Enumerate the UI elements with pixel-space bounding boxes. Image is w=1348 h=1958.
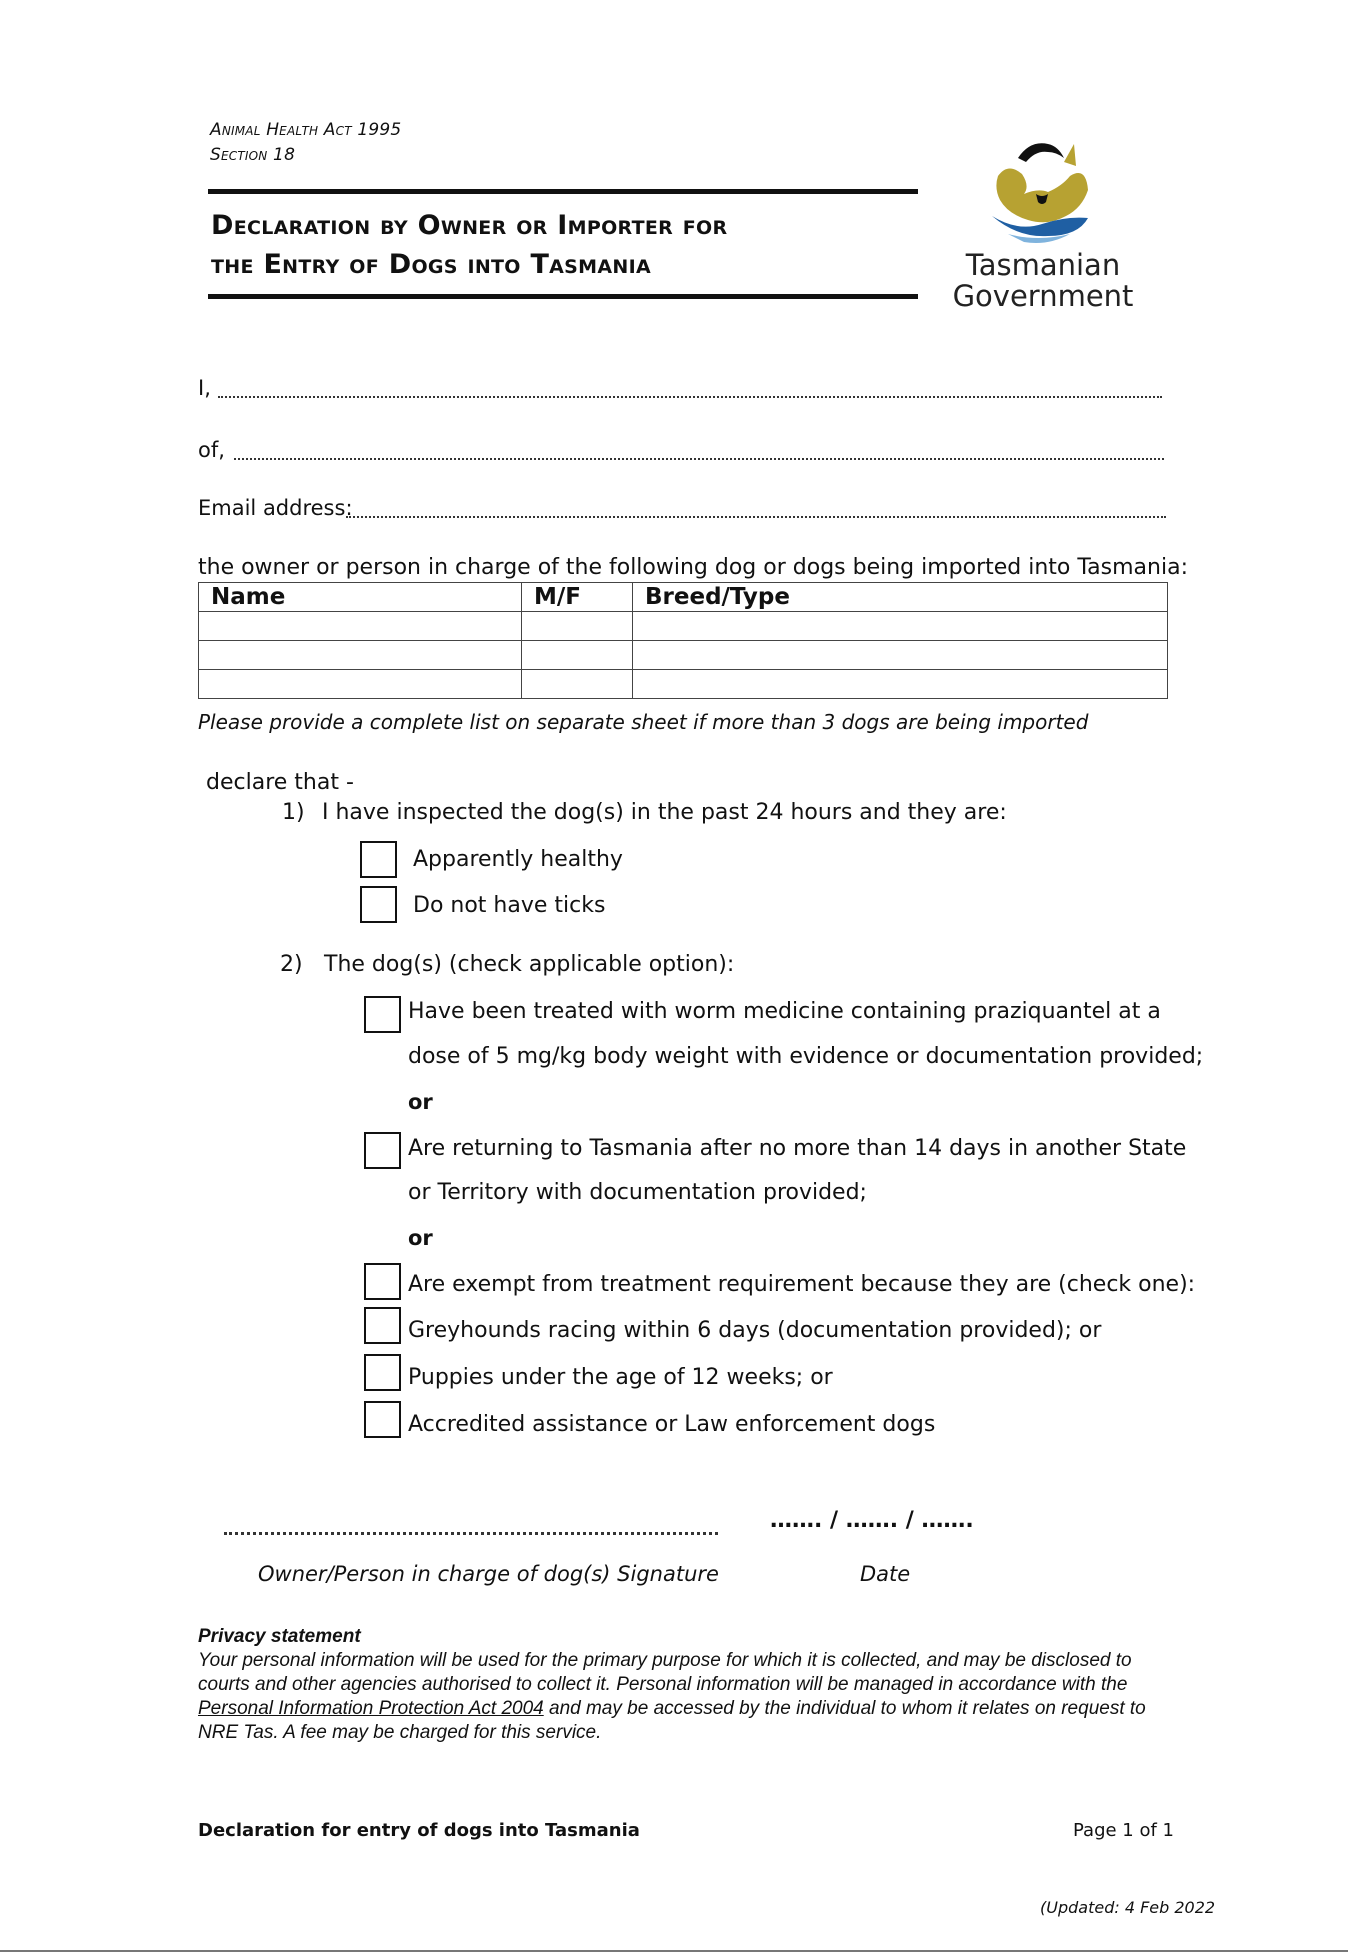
worm-treatment-label-line1: Have been treated with worm medicine containing praziquantel at a — [408, 999, 1161, 1024]
dog-breed-cell[interactable] — [633, 670, 1168, 699]
email-field[interactable] — [198, 496, 353, 520]
footer-updated-date: (Updated: 4 Feb 2022 — [1040, 1898, 1216, 1917]
owner-address-label: of, — [198, 438, 225, 462]
item1-number: 1) — [282, 800, 305, 825]
assistance-dogs-label: Accredited assistance or Law enforcement dogs — [408, 1412, 936, 1437]
returning-checkbox[interactable] — [364, 1132, 401, 1169]
footer-document-title: Declaration for entry of dogs into Tasmania — [198, 1820, 640, 1841]
page-bottom-rule — [0, 1950, 1348, 1952]
exempt-label: Are exempt from treatment requirement because they are (check one): — [408, 1272, 1196, 1297]
owner-name-field[interactable] — [198, 376, 211, 400]
apparently-healthy-label: Apparently healthy — [413, 847, 623, 872]
item1-text: I have inspected the dog(s) in the past 24 hours and they are: — [322, 800, 1007, 825]
dog-table-header — [199, 583, 1168, 612]
page-title-line1: Declaration by Owner or Importer for — [211, 210, 728, 241]
page-title — [211, 206, 921, 284]
privacy-text-after: and may be accessed by the individual to whom it relates on request to NRE Tas. A fee may be charged for this service. — [198, 1698, 1146, 1743]
date-label: Date — [860, 1562, 911, 1586]
table-row — [199, 612, 1168, 641]
or-separator-2: or — [408, 1226, 433, 1250]
assistance-dogs-checkbox[interactable] — [364, 1401, 401, 1438]
no-ticks-checkbox[interactable] — [360, 886, 397, 923]
table-note: Please provide a complete list on separate sheet if more than 3 dogs are being imported — [198, 710, 1089, 734]
privacy-act-link[interactable]: Personal Information Protection Act 2004 — [198, 1698, 544, 1719]
no-ticks-label: Do not have ticks — [413, 893, 606, 918]
footer-page-number: Page 1 of 1 — [1073, 1820, 1174, 1841]
dog-sex-cell[interactable] — [522, 612, 633, 641]
page-title-line2: the Entry of Dogs into Tasmania — [211, 249, 651, 280]
tasmanian-government-logo — [938, 136, 1148, 316]
returning-label-line1: Are returning to Tasmania after no more than 14 days in another State — [408, 1136, 1187, 1161]
declare-heading: declare that - — [206, 770, 354, 795]
privacy-text-before: Your personal information will be used for the primary purpose for which it is collected, and may be disclosed to courts and other agencies authorised to collect it. Personal information will be managed in accordance with the — [198, 1650, 1132, 1695]
email-label: Email address: — [198, 496, 353, 520]
apparently-healthy-checkbox[interactable] — [360, 841, 397, 878]
table-row — [199, 670, 1168, 699]
privacy-heading: Privacy statement — [198, 1626, 361, 1647]
greyhounds-checkbox[interactable] — [364, 1307, 401, 1344]
column-header-sex: M/F — [522, 583, 633, 612]
dog-breed-cell[interactable] — [633, 641, 1168, 670]
dog-breed-cell[interactable] — [633, 612, 1168, 641]
owner-name-label: I, — [198, 376, 211, 400]
title-rule-bottom — [208, 294, 918, 299]
signature-line[interactable] — [224, 1532, 718, 1535]
act-section: Section 18 — [210, 145, 296, 165]
act-title: Animal Health Act 1995 — [210, 120, 402, 140]
dog-sex-cell[interactable] — [522, 641, 633, 670]
signature-label: Owner/Person in charge of dog(s) Signature — [258, 1562, 719, 1586]
dog-table — [198, 582, 1168, 699]
owner-address-field[interactable] — [198, 438, 225, 462]
logo-text-government: Government — [952, 279, 1134, 313]
privacy-statement — [198, 1625, 1178, 1745]
act-reference — [210, 118, 401, 168]
dog-sex-cell[interactable] — [522, 670, 633, 699]
table-row — [199, 641, 1168, 670]
owner-name-line[interactable] — [218, 396, 1162, 398]
item2-text: The dog(s) (check applicable option): — [324, 952, 735, 977]
dog-name-cell[interactable] — [199, 641, 522, 670]
or-separator-1: or — [408, 1090, 433, 1114]
date-field[interactable]: ……. / ……. / ……. — [770, 1508, 974, 1533]
exempt-checkbox[interactable] — [364, 1263, 401, 1300]
title-rule-top — [208, 189, 918, 194]
column-header-breed: Breed/Type — [633, 583, 1168, 612]
item2-number: 2) — [280, 952, 303, 977]
worm-treatment-checkbox[interactable] — [364, 996, 401, 1033]
dog-name-cell[interactable] — [199, 670, 522, 699]
worm-treatment-label-line2: dose of 5 mg/kg body weight with evidence or documentation provided; — [408, 1044, 1204, 1069]
email-line[interactable] — [346, 516, 1166, 518]
returning-label-line2: or Territory with documentation provided; — [408, 1180, 867, 1205]
thylacine-logo-icon — [978, 136, 1108, 246]
privacy-text — [198, 1649, 1178, 1745]
owner-intro-text: the owner or person in charge of the following dog or dogs being imported into Tasmania: — [198, 555, 1188, 580]
puppies-checkbox[interactable] — [364, 1354, 401, 1391]
puppies-label: Puppies under the age of 12 weeks; or — [408, 1365, 833, 1390]
logo-text-tasmanian: Tasmanian — [965, 248, 1121, 282]
column-header-name: Name — [199, 583, 522, 612]
dog-name-cell[interactable] — [199, 612, 522, 641]
greyhounds-label: Greyhounds racing within 6 days (documentation provided); or — [408, 1318, 1102, 1343]
owner-address-line[interactable] — [234, 458, 1164, 460]
